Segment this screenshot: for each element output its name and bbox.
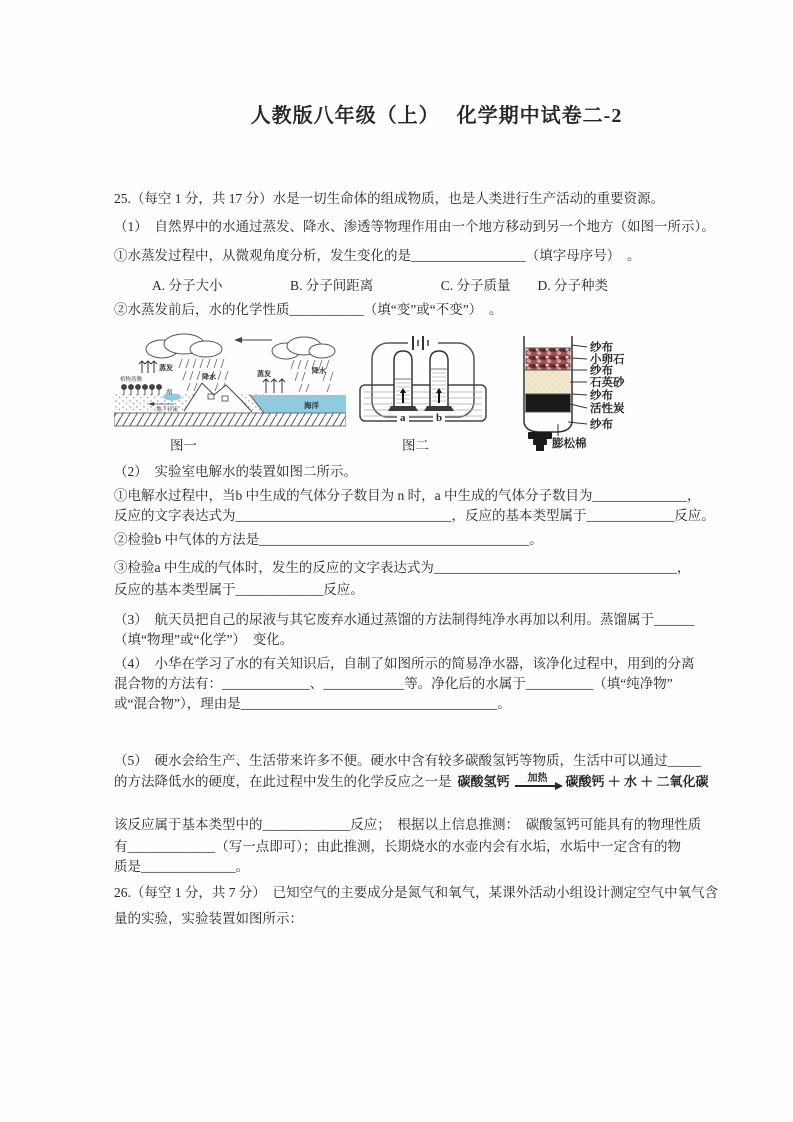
equation-reactant: 碳酸氢钙 xyxy=(457,773,510,789)
test-tube-b xyxy=(424,351,454,411)
bottle-cap xyxy=(528,432,552,451)
figure1-caption: 图一 xyxy=(170,438,197,453)
label-tube-a: a xyxy=(400,412,406,424)
pebble-layer xyxy=(526,348,571,370)
chemical-equation xyxy=(458,771,709,790)
q25-part4-line3: 或“混合物”），理由是______________________________________。 xyxy=(114,696,511,711)
reaction-arrow xyxy=(515,773,561,787)
label-transpiration: 植物蒸腾 xyxy=(120,377,143,383)
test-tube-a xyxy=(388,351,418,411)
filter-label-activated-carbon: 活性炭 xyxy=(590,403,625,415)
page-title: 人教版八年级（上） 化学期中试卷二-2 xyxy=(250,105,623,127)
filter-label-cotton: 膨松棉 xyxy=(552,438,587,450)
q25-part1-q2: ②水蒸发前后，水的化学性质___________（填“变”或“不变”） 。 xyxy=(114,302,503,317)
figure-water-filter xyxy=(512,332,677,465)
q25-part5-line2-prefix: 的方法降低水的硬度，在此过程中发生的化学反应之一是 xyxy=(114,774,452,789)
q25-part5-line3: 该反应属于基本类型中的_____________反应； 根据以上信息推测： 碳酸氢钙可能具有的物理性质 xyxy=(114,817,702,832)
figure-water-cycle xyxy=(114,333,346,436)
cloud-right xyxy=(272,337,335,359)
filter-label-quartz-sand: 石英砂 xyxy=(590,377,625,389)
label-lake: 湖 xyxy=(166,390,173,396)
filter-label-gauze-1: 纱布 xyxy=(590,342,613,354)
arrow-line-icon xyxy=(515,785,561,787)
q25-part1-options: A. 分子大小 B. 分子间距离 C. 分子质量 D. 分子种类 xyxy=(152,278,609,293)
cloud-left xyxy=(146,334,222,358)
equation-products: 碳酸钙 ＋ 水 ＋ 二氧化碳 xyxy=(565,773,709,789)
label-underground: 地下径流 xyxy=(156,407,179,413)
label-rain-left: 降水 xyxy=(202,373,216,381)
cloud-arrow xyxy=(234,337,272,343)
label-rain-right: 降水 xyxy=(312,367,326,375)
q25-part2-q1-line2: 反应的文字表达式为________________________________，反应的基本类型属于_____________反应。 xyxy=(114,508,715,523)
ocean-shape xyxy=(250,395,346,413)
label-tube-b: b xyxy=(436,412,443,424)
q25-part4-line2: 混合物的方法有：_____________、____________等。净化后的水属于__________（填“纯净物” xyxy=(114,676,673,691)
activated-carbon-layer xyxy=(526,394,571,412)
label-ocean: 海洋 xyxy=(304,401,319,410)
wire-loop xyxy=(372,343,474,417)
q26-stem-line2: 量的实验，实验装置如图所示： xyxy=(114,911,303,926)
q25-part4-line1: （4） 小华在学习了水的有关知识后，自制了如图所示的简易净水器，该净化过程中，用到的分离 xyxy=(114,656,695,671)
evaporation-arrows-right xyxy=(263,379,285,393)
label-evaporation-right: 蒸发 xyxy=(257,370,271,378)
q25-part2-q1-line1: ①电解水过程中，当b 中生成的气体分子数目为 n 时，a 中生成的气体分子数目为______________， xyxy=(114,488,701,503)
q25-part5-line5: 质是______________。 xyxy=(114,859,249,874)
water-lines xyxy=(364,392,482,416)
q25-part3-line2: （填“物理”或“化学”） 变化。 xyxy=(114,632,294,647)
ground-hatch xyxy=(114,413,346,426)
figure2-caption: 图二 xyxy=(402,438,429,453)
filter-label-gauze-3: 纱布 xyxy=(590,390,613,402)
q26-stem-line1: 26.（每空 1 分，共 7 分） 已知空气的主要成分是氮气和氧气，某课外活动小组设计测定空气中氧气含 xyxy=(114,885,719,900)
filter-label-pebbles: 小卵石 xyxy=(590,354,625,366)
filter-label-gauze-4: 纱布 xyxy=(590,419,613,431)
q25-part2-q2: ②检验b 中气体的方法是________________________________________。 xyxy=(114,532,543,547)
q25-part2-q3-line1: ③检验a 中生成的气体时，发生的反应的文字表达式为____________________________________， xyxy=(114,560,691,575)
reaction-condition: 加热 xyxy=(527,773,548,784)
q25-part5-line1: （5） 硬水会给生产、生活带来许多不便。硬水中含有较多碳酸氢钙等物质，生活中可以通过_____ xyxy=(114,753,702,768)
q25-part1-q1: ①水蒸发过程中，从微观角度分析，发生变化的是_________________（填字母序号） 。 xyxy=(114,248,641,263)
q25-part3-line1: （3） 航天员把自己的尿液与其它废弃水通过蒸馏的方法制得纯净水再加以利用。蒸馏属于______ xyxy=(114,612,695,627)
evaporation-arrows-left xyxy=(139,361,157,373)
label-evaporation-left: 蒸发 xyxy=(159,364,173,372)
q25-part2: （2） 实验室电解水的装置如图二所示。 xyxy=(114,464,357,479)
rain-right xyxy=(291,360,333,392)
q25-part1: （1） 自然界中的水通过蒸发、降水、渗透等物理作用由一个地方移动到另一个地方（如图一所示）。 xyxy=(114,219,715,234)
q25-part5-line4: 有_____________（写一点即可）；由此推测，长期烧水的水壶内会有水垢，水垢中一定含有的物 xyxy=(114,839,681,854)
filter-label-gauze-2: 纱布 xyxy=(590,365,613,377)
q25-part5-line2 xyxy=(114,770,709,790)
quartz-sand-layer xyxy=(526,370,571,394)
q25-stem: 25.（每空 1 分，共 17 分）水是一切生命体的组成物质，也是人类进行生产活动的重要资源。 xyxy=(114,191,665,206)
figure-electrolysis xyxy=(356,329,490,438)
q25-part2-q3-line2: 反应的基本类型属于_____________反应。 xyxy=(114,582,364,597)
